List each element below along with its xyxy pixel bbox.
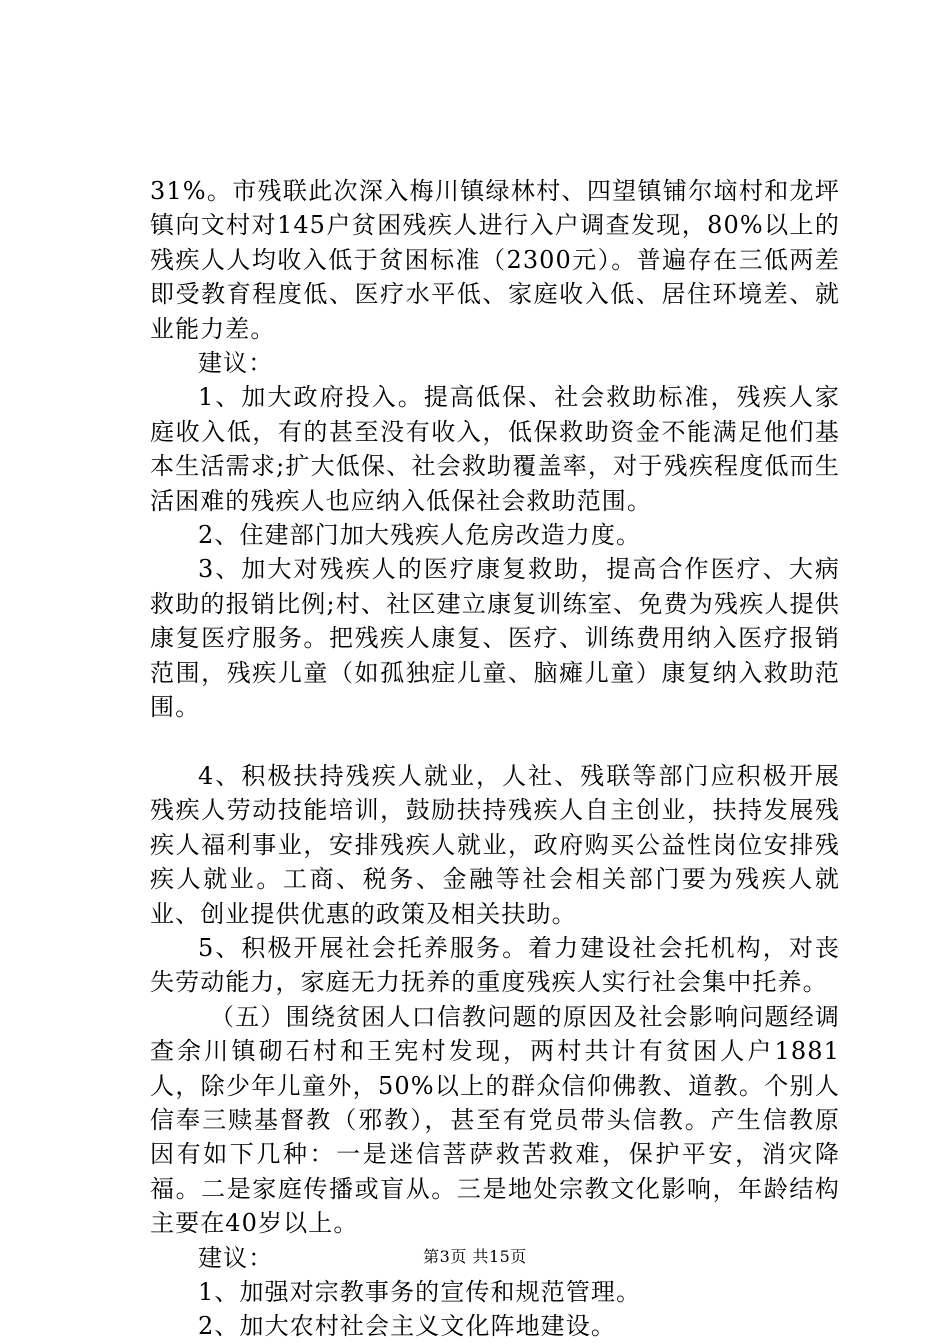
paragraph-religion-suggestion-2: 2、加大农村社会主义文化阵地建设。	[198, 1312, 616, 1341]
paragraph-suggestion-1: 1、加大政府投入。提高低保、社会救助标准，残疾人家庭收入低，有的甚至没有收入，低保救助资金不能满足他们基本生活需求;扩大低保、社会救助覆盖率，对于残疾程度低而生活困难的残疾人也应纳入低保社会救助范围。	[150, 383, 840, 515]
document-body	[150, 174, 840, 1344]
paragraph-gap	[150, 725, 840, 759]
page-number-footer: 第3页 共15页	[423, 1247, 527, 1266]
paragraph-suggestion-heading-2: 建议：	[198, 1243, 274, 1272]
paragraph-suggestion-heading: 建议：	[198, 349, 274, 378]
paragraph-suggestion-5: 5、积极开展社会托养服务。着力建设社会托机构，对丧失劳动能力，家庭无力抚养的重度残疾人实行社会集中托养。	[150, 933, 840, 997]
paragraph-religion-section: （五）围绕贫困人口信教问题的原因及社会影响问题经调查余川镇砌石村和王宪村发现，两村共计有贫困人户1881人，除少年儿童外，50%以上的群众信仰佛教、道教。个别人信奉三赎基督教（邪教），甚至有党员带头信教。产生信教原因有如下几种：一是迷信菩萨救苦救难，保护平安，消灾降福。二是家庭传播或盲从。三是地处宗教文化影响，年龄结构主要在40岁以上。	[150, 1002, 840, 1238]
paragraph-suggestion-3: 3、加大对残疾人的医疗康复救助，提高合作医疗、大病救助的报销比例;村、社区建立康复训练室、免费为残疾人提供康复医疗服务。把残疾人康复、医疗、训练费用纳入医疗报销范围，残疾儿童（如孤独症儿童、脑瘫儿童）康复纳入救助范围。	[150, 555, 840, 722]
paragraph-poverty-survey: 31%。市残联此次深入梅川镇绿林村、四望镇铺尔垴村和龙坪镇向文村对145户贫困残疾人进行入户调查发现，80%以上的残疾人人均收入低于贫困标准（2300元）。普遍存在三低两差即受教育程度低、医疗水平低、家庭收入低、居住环境差、就业能力差。	[150, 177, 840, 343]
paragraph-suggestion-2: 2、住建部门加大残疾人危房改造力度。	[198, 521, 642, 550]
paragraph-religion-suggestion-1: 1、加强对宗教事务的宣传和规范管理。	[198, 1277, 642, 1306]
paragraph-suggestion-4: 4、积极扶持残疾人就业，人社、残联等部门应积极开展残疾人劳动技能培训，鼓励扶持残疾人自主创业，扶持发展残疾人福利事业，安排残疾人就业，政府购买公益性岗位安排残疾人就业。工商、税务、金融等社会相关部门要为残疾人就业、创业提供优惠的政策及相关扶助。	[150, 761, 840, 928]
